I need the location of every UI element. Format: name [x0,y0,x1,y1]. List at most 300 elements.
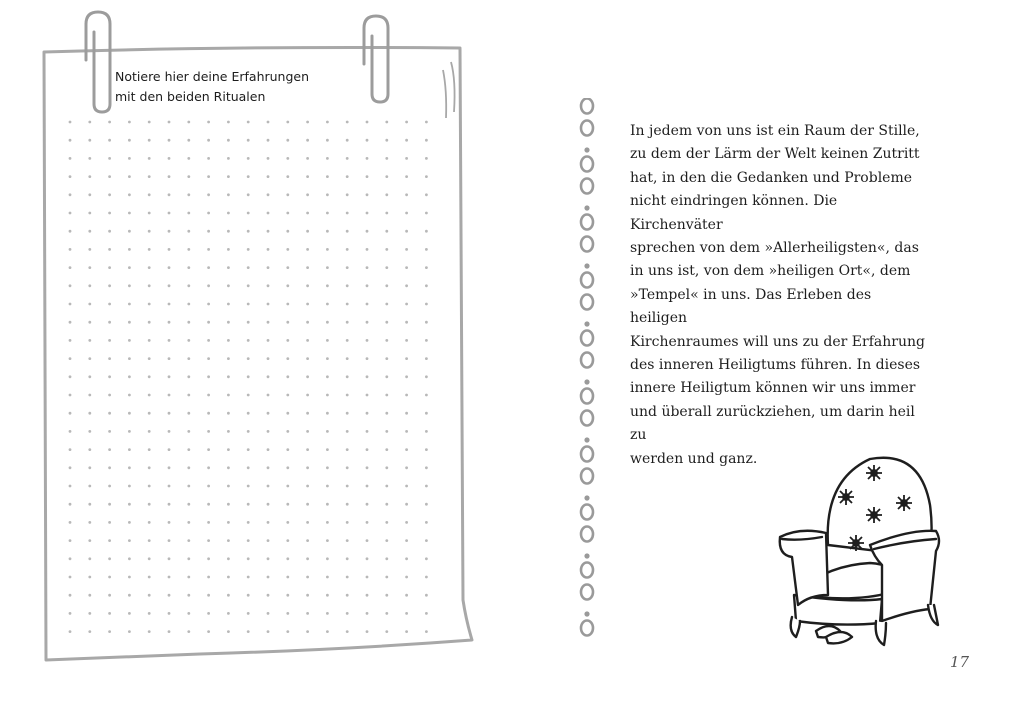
grid-dot [69,412,72,415]
grid-dot [168,339,171,342]
grid-dot [69,212,72,215]
grid-dot [267,193,270,196]
grid-dot [148,557,151,560]
grid-dot [227,175,230,178]
grid-dot [286,594,289,597]
grid-dot [148,284,151,287]
grid-dot [286,630,289,633]
grid-dot [326,394,329,397]
grid-dot [148,503,151,506]
grid-dot [187,539,190,542]
grid-dot [108,521,111,524]
grid-dot [227,339,230,342]
grid-dot [227,485,230,488]
grid-dot [88,557,91,560]
grid-dot [128,212,131,215]
grid-dot [405,576,408,579]
grid-dot [69,193,72,196]
grid-dot [267,539,270,542]
grid-dot [267,212,270,215]
grid-dot [346,576,349,579]
grid-dot [247,157,250,160]
grid-dot [108,139,111,142]
grid-dot [69,121,72,124]
grid-dot [108,193,111,196]
grid-dot [128,193,131,196]
grid-dot [385,448,388,451]
grid-dot [88,539,91,542]
grid-dot [88,193,91,196]
grid-dot [306,612,309,615]
grid-dot [366,303,369,306]
grid-dot [326,594,329,597]
grid-dot [88,521,91,524]
grid-dot [88,303,91,306]
grid-dot [227,303,230,306]
grid-dot [346,375,349,378]
grid-dot [385,521,388,524]
grid-dot [187,448,190,451]
grid-dot [267,284,270,287]
grid-dot [108,576,111,579]
grid-dot [227,594,230,597]
grid-dot [346,521,349,524]
grid-dot [108,430,111,433]
grid-dot [405,612,408,615]
grid-dot [366,375,369,378]
grid-dot [128,557,131,560]
grid-dot [326,303,329,306]
grid-dot [187,412,190,415]
grid-dot [286,503,289,506]
grid-dot [326,576,329,579]
grid-dot [385,175,388,178]
grid-dot [346,594,349,597]
grid-dot [267,230,270,233]
grid-dot [187,594,190,597]
grid-dot [385,157,388,160]
grid-dot [227,157,230,160]
grid-dot [247,230,250,233]
grid-dot [425,412,428,415]
divider-dot [584,611,589,616]
grid-dot [306,193,309,196]
grid-dot [366,248,369,251]
grid-dot [366,266,369,269]
grid-dot [385,430,388,433]
grid-dot [227,612,230,615]
grid-dot [286,576,289,579]
grid-dot [108,448,111,451]
grid-dot [168,557,171,560]
note-sheet-paper [44,48,472,661]
grid-dot [247,284,250,287]
grid-dot [227,557,230,560]
grid-dot [247,175,250,178]
grid-dot [405,357,408,360]
grid-dot [69,630,72,633]
grid-dot [227,139,230,142]
grid-dot [405,248,408,251]
divider-dot [584,495,589,500]
grid-dot [286,321,289,324]
grid-dot [405,212,408,215]
grid-dot [306,521,309,524]
grid-dot [108,248,111,251]
grid-dot [425,375,428,378]
grid-dot [306,139,309,142]
grid-dot [425,394,428,397]
grid-dot [385,303,388,306]
grid-dot [366,539,369,542]
grid-dot [405,557,408,560]
grid-dot [326,503,329,506]
grid-dot [425,521,428,524]
grid-dot [267,412,270,415]
grid-dot [306,557,309,560]
divider-ring [581,527,593,542]
grid-dot [346,339,349,342]
grid-dot [267,485,270,488]
armchair-with-slippers-icon [770,445,945,655]
grid-dot [247,503,250,506]
grid-dot [425,485,428,488]
grid-dot [227,357,230,360]
grid-dot [168,394,171,397]
grid-dot [346,630,349,633]
grid-dot [326,175,329,178]
grid-dot [128,139,131,142]
grid-dot [207,394,210,397]
grid-dot [385,503,388,506]
grid-dot [425,139,428,142]
grid-dot [326,321,329,324]
grid-dot [148,412,151,415]
grid-dot [385,248,388,251]
grid-dot [168,485,171,488]
grid-dot [247,121,250,124]
grid-dot [148,466,151,469]
grid-dot [385,230,388,233]
grid-dot [425,612,428,615]
grid-dot [366,394,369,397]
grid-dot [247,303,250,306]
grid-dot [108,175,111,178]
grid-dot [385,394,388,397]
grid-dot [326,121,329,124]
grid-dot [88,212,91,215]
grid-dot [405,539,408,542]
grid-dot [207,448,210,451]
grid-dot [148,612,151,615]
grid-dot [207,466,210,469]
grid-dot [128,266,131,269]
grid-dot [405,430,408,433]
grid-dot [168,303,171,306]
grid-dot [207,539,210,542]
grid-dot [128,612,131,615]
grid-dot [286,266,289,269]
grid-dot [267,466,270,469]
grid-dot [286,412,289,415]
grid-dot [207,557,210,560]
grid-dot [425,303,428,306]
grid-dot [286,375,289,378]
grid-dot [247,321,250,324]
grid-dot [267,357,270,360]
grid-dot [108,266,111,269]
grid-dot [346,230,349,233]
grid-dot [346,394,349,397]
grid-dot [187,485,190,488]
grid-dot [88,175,91,178]
grid-dot [69,557,72,560]
grid-dot [69,394,72,397]
grid-dot [207,576,210,579]
grid-dot [306,539,309,542]
grid-dot [385,594,388,597]
grid-dot [148,230,151,233]
grid-dot [326,266,329,269]
grid-dot [405,303,408,306]
grid-dot [326,430,329,433]
grid-dot [286,557,289,560]
grid-dot [128,448,131,451]
grid-dot [168,576,171,579]
grid-dot [88,430,91,433]
grid-dot [207,284,210,287]
grid-dot [108,466,111,469]
grid-dot [88,230,91,233]
grid-dot [326,139,329,142]
grid-dot [88,503,91,506]
grid-dot [168,503,171,506]
grid-dot [168,375,171,378]
grid-dot [69,485,72,488]
grid-dot [187,193,190,196]
grid-dot [247,212,250,215]
grid-dot [69,175,72,178]
grid-dot [148,157,151,160]
note-heading-line-1: Notiere hier deine Erfahrungen [115,69,310,84]
grid-dot [326,630,329,633]
grid-dot [267,430,270,433]
grid-dot [306,357,309,360]
grid-dot [148,266,151,269]
grid-dot [346,485,349,488]
grid-dot [306,576,309,579]
grid-dot [326,448,329,451]
grid-dot [267,612,270,615]
grid-dot [425,175,428,178]
grid-dot [267,394,270,397]
grid-dot [366,193,369,196]
grid-dot [168,175,171,178]
grid-dot [168,266,171,269]
grid-dot [207,266,210,269]
grid-dot [187,303,190,306]
grid-dot [88,357,91,360]
grid-dot [108,212,111,215]
grid-dot [227,448,230,451]
divider-ring [581,99,593,114]
grid-dot [128,521,131,524]
grid-dot [69,375,72,378]
grid-dot [148,193,151,196]
grid-dot [267,321,270,324]
grid-dot [286,175,289,178]
divider-dot [584,553,589,558]
grid-dot [88,394,91,397]
grid-dot [286,394,289,397]
grid-dot [385,557,388,560]
grid-dot [247,266,250,269]
divider-ring [581,621,593,636]
grid-dot [187,466,190,469]
grid-dot [306,266,309,269]
grid-dot [405,175,408,178]
grid-dot [207,375,210,378]
grid-dot [128,539,131,542]
grid-dot [366,557,369,560]
grid-dot [148,321,151,324]
grid-dot [168,466,171,469]
grid-dot [346,284,349,287]
grid-dot [187,521,190,524]
grid-dot [148,430,151,433]
grid-dot [247,612,250,615]
grid-dot [187,630,190,633]
grid-dot [405,394,408,397]
grid-dot [326,193,329,196]
grid-dot [306,448,309,451]
grid-dot [168,321,171,324]
grid-dot [168,230,171,233]
divider-dot [584,205,589,210]
grid-dot [346,212,349,215]
grid-dot [88,594,91,597]
grid-dot [247,339,250,342]
grid-dot [306,284,309,287]
grid-dot [247,576,250,579]
divider-dot [584,147,589,152]
grid-dot [286,466,289,469]
grid-dot [168,594,171,597]
grid-dot [346,557,349,560]
grid-dot [168,630,171,633]
grid-dot [385,466,388,469]
grid-dot [148,630,151,633]
grid-dot [306,321,309,324]
grid-dot [346,503,349,506]
grid-dot [168,212,171,215]
grid-dot [69,521,72,524]
grid-dot [168,612,171,615]
grid-dot [425,503,428,506]
grid-dot [306,430,309,433]
body-paragraph: In jedem von uns ist ein Raum der Stille, zu dem der Lärm der Welt keinen Zutritt hat, in den die Gedanken und Probleme nicht eindringen können. Die Kirchenväter sprechen von dem »Allerheiligsten«, das in uns ist, von dem »heiligen Ort«, dem »Tempel« in uns. Das Erleben des heiligen Kirchenraumes will uns zu der Erfahrung des inneren Heiligtums führen. In dieses innere Heiligtum können wir uns immer und überall zurückziehen, um darin heil zu werden und ganz. [630,123,925,467]
grid-dot [168,539,171,542]
grid-dot [346,248,349,251]
grid-dot [306,230,309,233]
grid-dot [128,248,131,251]
divider-ring [581,179,593,194]
grid-dot [385,321,388,324]
grid-dot [227,193,230,196]
grid-dot [405,266,408,269]
grid-dot [286,157,289,160]
grid-dot [366,339,369,342]
grid-dot [227,430,230,433]
grid-dot [108,321,111,324]
grid-dot [108,630,111,633]
grid-dot [405,157,408,160]
grid-dot [108,121,111,124]
grid-dot [168,248,171,251]
grid-dot [128,157,131,160]
grid-dot [405,139,408,142]
grid-dot [366,503,369,506]
grid-dot [425,321,428,324]
grid-dot [346,139,349,142]
divider-ring [581,447,593,462]
grid-dot [267,375,270,378]
grid-dot [326,521,329,524]
grid-dot [128,576,131,579]
grid-dot [405,466,408,469]
grid-dot [128,466,131,469]
grid-dot [69,448,72,451]
grid-dot [88,139,91,142]
grid-dot [346,303,349,306]
grid-dot [306,212,309,215]
grid-dot [168,157,171,160]
grid-dot [187,284,190,287]
grid-dot [247,630,250,633]
grid-dot [69,230,72,233]
grid-dot [346,539,349,542]
grid-dot [128,321,131,324]
divider-ring [581,331,593,346]
grid-dot [227,412,230,415]
grid-dot [88,284,91,287]
grid-dot [148,339,151,342]
grid-dot [128,284,131,287]
grid-dot [366,612,369,615]
grid-dot [148,303,151,306]
grid-dot [187,375,190,378]
grid-dot [405,412,408,415]
grid-dot [405,375,408,378]
grid-dot [366,576,369,579]
grid-dot [227,121,230,124]
grid-dot [326,212,329,215]
grid-dot [425,430,428,433]
grid-dot [207,212,210,215]
grid-dot [187,121,190,124]
grid-dot [227,539,230,542]
grid-dot [69,157,72,160]
grid-dot [168,121,171,124]
grid-dot [366,430,369,433]
grid-dot [425,466,428,469]
grid-dot [286,539,289,542]
grid-dot [69,266,72,269]
grid-dot [128,503,131,506]
grid-dot [148,594,151,597]
grid-dot [385,375,388,378]
grid-dot [425,594,428,597]
